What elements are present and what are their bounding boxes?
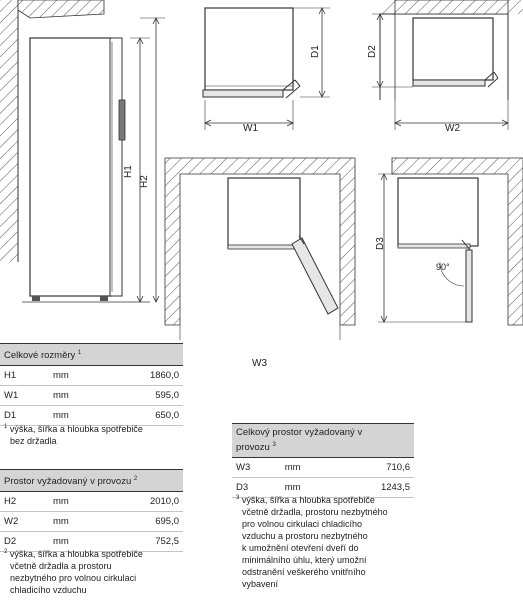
open-door-90 bbox=[466, 250, 472, 322]
label-D2: D2 bbox=[367, 45, 378, 58]
row-value: 2010,0 bbox=[101, 492, 183, 512]
door-panel bbox=[203, 90, 283, 97]
row-key: W1 bbox=[0, 386, 49, 406]
note-line: chladicího vzduchu bbox=[10, 585, 87, 595]
table-row bbox=[0, 492, 183, 512]
note-line: výška, šířka a hloubka spotřebiče bbox=[241, 495, 375, 505]
total-space-table bbox=[232, 423, 414, 498]
row-value: 650,0 bbox=[101, 406, 183, 426]
row-key: D3 bbox=[232, 478, 281, 498]
label-H2: H2 bbox=[139, 175, 150, 188]
door-handle bbox=[119, 100, 125, 140]
note-line: vzduchu a prostoru nezbytného bbox=[242, 531, 368, 541]
niche-top bbox=[18, 0, 104, 18]
table3-title-line: Celkový prostor vyžadovaný v bbox=[236, 427, 363, 438]
note-line: odstranění veškerého vnitřního bbox=[242, 567, 366, 577]
label-H1: H1 bbox=[123, 165, 134, 178]
row-key: W3 bbox=[232, 458, 281, 478]
table1-title: Celkové rozměry bbox=[4, 350, 76, 362]
top-view-w3 bbox=[165, 158, 355, 340]
cabinet-body bbox=[30, 38, 112, 296]
label-W2: W2 bbox=[445, 123, 460, 134]
operating-space-table bbox=[0, 469, 183, 552]
row-value: 752,5 bbox=[101, 532, 183, 552]
table1-header bbox=[0, 344, 183, 366]
table3-header bbox=[232, 424, 414, 458]
label-W1: W1 bbox=[243, 123, 258, 134]
table-row bbox=[232, 458, 414, 478]
row-unit: mm bbox=[49, 492, 101, 512]
row-value: 1243,5 bbox=[333, 478, 414, 498]
note-line: pro volnou cirkulaci chladicího bbox=[242, 519, 363, 529]
row-key: D2 bbox=[0, 532, 49, 552]
note-line: včetně držadla, prostoru nezbytného bbox=[242, 507, 388, 517]
row-unit: mm bbox=[49, 512, 101, 532]
table1-note bbox=[4, 421, 184, 447]
top-view-d3 bbox=[378, 158, 523, 325]
row-value: 1860,0 bbox=[101, 366, 183, 386]
note-line: výška, šířka a hloubka spotřebiče bbox=[9, 549, 143, 559]
side-view bbox=[0, 0, 165, 302]
table2-header bbox=[0, 470, 183, 492]
note-line: k umožnění otevření dveří do bbox=[242, 543, 359, 553]
note-mark: 3 bbox=[236, 495, 240, 501]
table2-footnote-ref: 2 bbox=[133, 476, 138, 482]
label-D3: D3 bbox=[375, 237, 386, 250]
wall-hatch bbox=[0, 0, 18, 262]
row-unit: mm bbox=[281, 458, 333, 478]
table3-title-line: provozu bbox=[236, 442, 270, 454]
top-view-w2 bbox=[372, 0, 523, 130]
row-value: 710,6 bbox=[333, 458, 414, 478]
row-unit: mm bbox=[49, 532, 101, 552]
row-unit: mm bbox=[49, 366, 101, 386]
table3-note bbox=[236, 492, 416, 590]
table-row bbox=[0, 512, 183, 532]
note-mark: 1 bbox=[4, 424, 8, 430]
table2-note bbox=[4, 546, 184, 596]
top-view-w1 bbox=[203, 8, 330, 130]
table-row bbox=[0, 386, 183, 406]
note-line: bez držadla bbox=[10, 436, 57, 446]
row-key: W2 bbox=[0, 512, 49, 532]
note-line: včetně držadla a prostoru bbox=[10, 561, 112, 571]
label-angle: 90° bbox=[436, 262, 450, 272]
table-row bbox=[0, 366, 183, 386]
open-door bbox=[292, 238, 338, 314]
note-line: minimálního úhlu, který umožní bbox=[242, 555, 367, 565]
row-unit: mm bbox=[49, 406, 101, 426]
row-key: D1 bbox=[0, 406, 49, 426]
label-W3: W3 bbox=[252, 358, 267, 369]
row-key: H1 bbox=[0, 366, 49, 386]
note-line: vybavení bbox=[242, 579, 279, 589]
row-value: 595,0 bbox=[101, 386, 183, 406]
row-unit: mm bbox=[49, 386, 101, 406]
table1-footnote-ref: 1 bbox=[77, 350, 82, 356]
table2-title: Prostor vyžadovaný v provozu bbox=[4, 476, 132, 488]
label-D1: D1 bbox=[310, 45, 321, 58]
note-mark: 2 bbox=[4, 549, 8, 555]
row-unit: mm bbox=[281, 478, 333, 498]
table3-footnote-ref: 3 bbox=[272, 442, 276, 448]
overall-dimensions-table bbox=[0, 343, 183, 426]
row-key: H2 bbox=[0, 492, 49, 512]
note-line: výška, šířka a hloubka spotřebiče bbox=[9, 424, 143, 434]
note-line: nezbytného pro volnou cirkulaci bbox=[10, 573, 137, 583]
row-value: 695,0 bbox=[101, 512, 183, 532]
